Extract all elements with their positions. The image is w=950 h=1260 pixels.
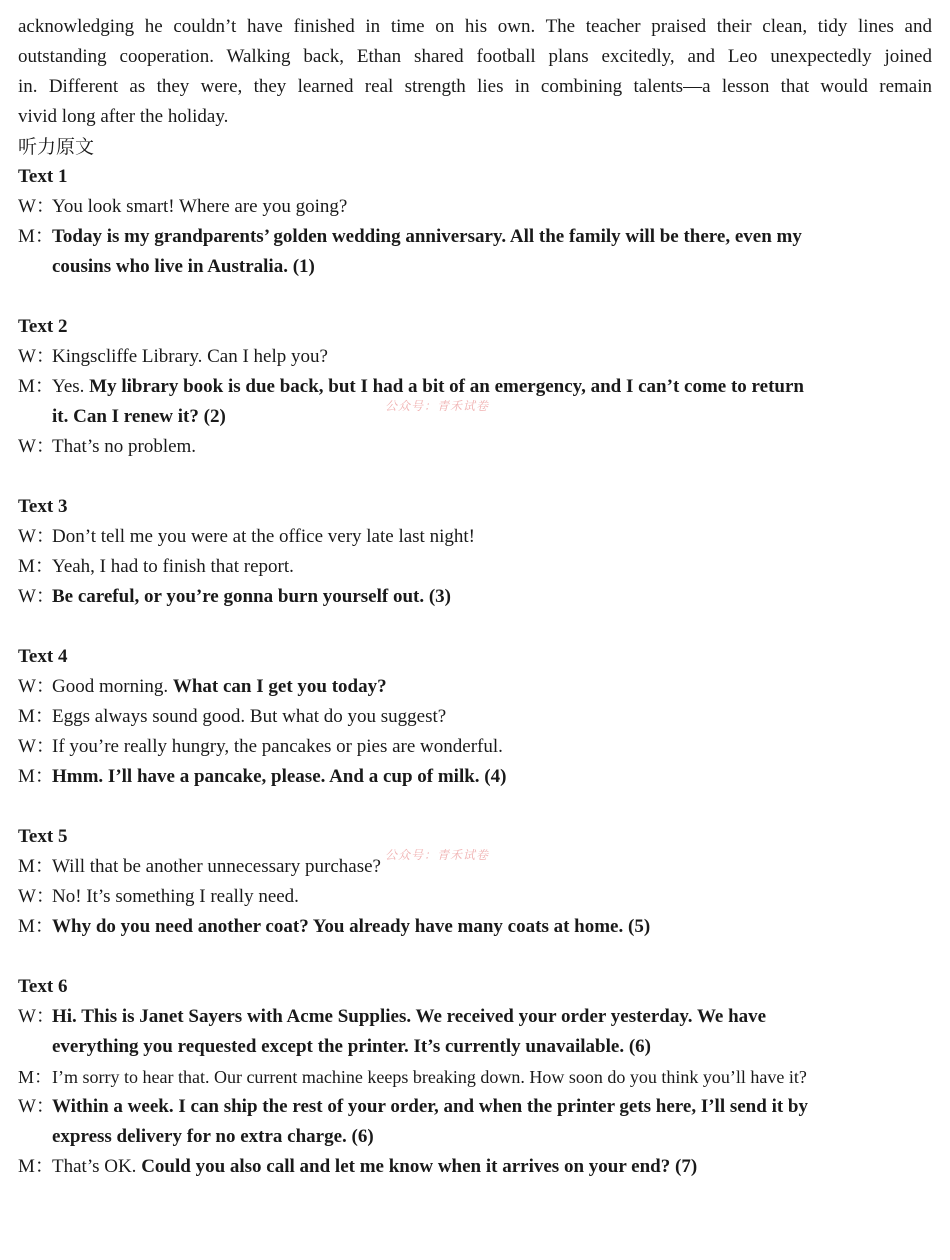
speaker-label: W： <box>18 346 55 367</box>
dialogue-text: Don’t tell me you were at the office very late last night! <box>52 526 475 547</box>
speaker-label: W： <box>18 526 55 547</box>
speaker-label: M： <box>18 1156 54 1177</box>
speaker-label: M： <box>18 706 54 727</box>
text-heading: Text 2 <box>18 316 68 337</box>
dialogue-line <box>18 342 328 372</box>
speaker-label: W： <box>18 1006 55 1027</box>
speaker-label: M： <box>18 376 54 397</box>
key-sentence: Could you also call and let me know when it arrives on your end? (7) <box>141 1156 698 1177</box>
speaker-label: W： <box>18 1096 55 1117</box>
dialogue-text: No! It’s something I really need. <box>52 886 299 907</box>
dialogue-line <box>18 732 503 762</box>
text-heading: Text 4 <box>18 646 68 667</box>
key-sentence: What can I get you today? <box>172 676 387 697</box>
dialogue-line <box>18 1002 766 1032</box>
dialogue-line <box>18 522 475 552</box>
dialogue-text: You look smart! Where are you going? <box>52 196 348 217</box>
speaker-label: W： <box>18 436 55 457</box>
speaker-label: M： <box>18 916 54 937</box>
speaker-label: M： <box>18 226 54 247</box>
key-sentence: everything you requested except the printer. It’s currently unavailable. (6) <box>52 1036 651 1057</box>
key-sentence: My library book is due back, but I had a bit of an emergency, and I can’t come to return <box>89 376 804 397</box>
speaker-label: M： <box>18 1067 53 1087</box>
key-sentence: Today is my grandparents’ golden wedding anniversary. All the family will be there, even my <box>52 226 802 247</box>
speaker-label: M： <box>18 856 54 877</box>
watermark: 公众号：青禾试卷 <box>385 848 490 862</box>
dialogue-line <box>18 1152 697 1182</box>
speaker-label: W： <box>18 586 55 607</box>
dialogue-line <box>18 1062 807 1092</box>
section-title: 听力原文 <box>18 136 95 158</box>
speaker-label: W： <box>18 196 55 217</box>
key-sentence: Hi. This is Janet Sayers with Acme Supplies. We received your order yesterday. We have <box>52 1006 767 1027</box>
dialogue-text: Good morning. <box>52 676 173 697</box>
intro-line: vivid long after the holiday. <box>18 106 229 127</box>
dialogue-line <box>18 672 387 702</box>
watermark: 公众号：青禾试卷 <box>385 399 490 413</box>
dialogue-line <box>18 882 299 912</box>
text-heading: Text 3 <box>18 496 68 517</box>
key-sentence: Hmm. I’ll have a pancake, please. And a cup of milk. (4) <box>52 766 507 787</box>
dialogue-text: Yes. <box>52 376 90 397</box>
dialogue-line <box>18 702 446 732</box>
dialogue-text: Will that be another unnecessary purchase? <box>52 856 381 877</box>
key-sentence: Be careful, or you’re gonna burn yourself out. (3) <box>52 586 451 607</box>
intro-line: outstanding cooperation. Walking back, Ethan shared football plans excitedly, and Leo unexpectedly joined <box>18 46 932 67</box>
key-sentence: express delivery for no extra charge. (6) <box>52 1126 374 1147</box>
text-heading: Text 5 <box>18 826 68 847</box>
dialogue-line <box>18 852 381 882</box>
dialogue-line <box>18 582 451 612</box>
key-sentence: Within a week. I can ship the rest of your order, and when the printer gets here, I’ll send it by <box>52 1096 808 1117</box>
speaker-label: W： <box>18 886 55 907</box>
dialogue-text: Yeah, I had to finish that report. <box>52 556 294 577</box>
dialogue-text: That’s no problem. <box>52 436 197 457</box>
dialogue-text: Kingscliffe Library. Can I help you? <box>52 346 328 367</box>
text-heading: Text 1 <box>18 166 68 187</box>
key-sentence: it. Can I renew it? (2) <box>52 406 226 427</box>
key-sentence: Why do you need another coat? You already have many coats at home. (5) <box>52 916 651 937</box>
dialogue-text: That’s OK. <box>52 1156 142 1177</box>
dialogue-line <box>18 912 650 942</box>
dialogue-text: I’m sorry to hear that. Our current machine keeps breaking down. How soon do you think you’ll have it? <box>52 1067 807 1087</box>
dialogue-line <box>18 192 347 222</box>
speaker-label: M： <box>18 766 54 787</box>
intro-line: in. Different as they were, they learned real strength lies in combining talents—a lesson that would remain <box>18 76 932 97</box>
dialogue-line <box>18 222 932 252</box>
text-heading: Text 6 <box>18 976 68 997</box>
dialogue-line <box>18 762 506 792</box>
dialogue-line <box>18 1092 808 1122</box>
dialogue-line <box>18 432 196 462</box>
speaker-label: M： <box>18 556 54 577</box>
dialogue-text: Eggs always sound good. But what do you suggest? <box>52 706 447 727</box>
dialogue-line <box>18 552 294 582</box>
speaker-label: W： <box>18 676 55 697</box>
intro-line: acknowledging he couldn’t have finished in time on his own. The teacher praised their clean, tidy lines and <box>18 16 932 37</box>
key-sentence: cousins who live in Australia. (1) <box>52 256 315 277</box>
dialogue-text: If you’re really hungry, the pancakes or pies are wonderful. <box>52 736 503 757</box>
speaker-label: W： <box>18 736 55 757</box>
